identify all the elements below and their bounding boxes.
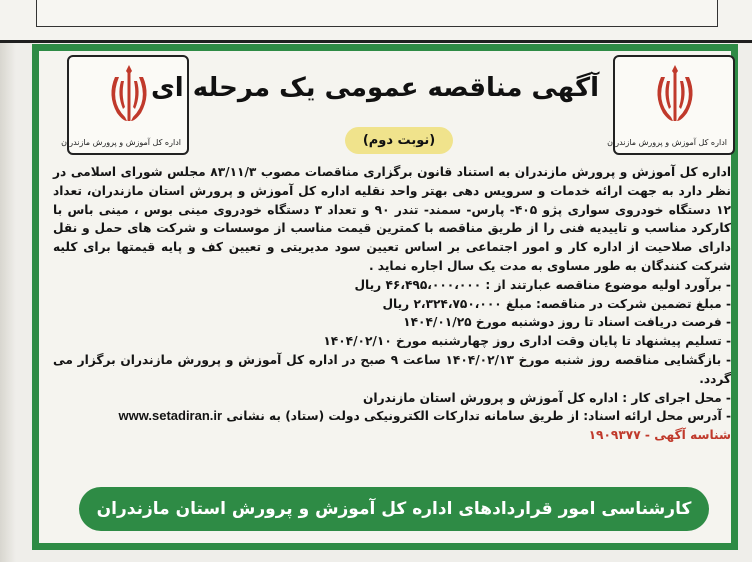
previous-ad-box [36,0,718,27]
list-item: - برآورد اولیه موضوع مناقصه عبارتند از : ۴۶،۴۹۵،۰۰۰،۰۰۰ ریال [354,277,731,292]
tender-ad-frame [32,44,738,550]
emblem-caption-right: اداره کل آموزش و پرورش مازندران [607,138,727,147]
list-item: - بازگشایی مناقصه روز شنبه مورخ ۱۴۰۴/۰۲/۱۳ ساعت ۹ صبح در اداره کل آموزش و پرورش مازندران برگزار می گردد. [53,352,732,386]
list-item: - مبلغ تضمین شرکت در مناقصه: مبلغ ۲،۳۲۴،۷۵۰،۰۰۰ ریال [382,296,731,311]
intro-paragraph: اداره کل آموزش و پرورش مازندران به استناد قانون برگزاری مناقصات مصوب ۸۳/۱۱/۳ مجلس شورای اسلامی در نظر دارد به جهت ارائه خدمات و سرویس دهی بهتر واحد نقلیه اداره کل آموزش و پرورش استان مازندران، تعداد ۱۲ دستگاه خودروی سواری پژو ۴۰۵- پارس- سمند- تندر ۹۰ و تعداد ۳ دستگاه خودروی مینی بوس ، مینی باس با کارکرد مناسب و تاییدیه فنی را از طریق مناقصه با کمترین قیمت مناسب از موسسات و شرکت های حمل و نقل دارای صلاحیت از اداره کار و امور اجتماعی بر اساس تعیین سود مدیریتی و تعیین کف و پایه قیمتها برای کلیه شرکت کنندگان به طور مساوی به مدت یک سال اجاره نماید . [53,165,731,273]
footer-band: کارشناسی امور قراردادهای اداره کل آموزش و پرورش استان مازندران [79,487,709,531]
ad-title: آگهی مناقصه عمومی یک مرحله ای [150,73,599,103]
iran-emblem-icon [651,63,699,129]
list-item: - تسلیم پیشنهاد تا پایان وقت اداری روز چهارشنبه مورخ ۱۴۰۴/۰۲/۱۰ [323,334,731,349]
ad-id: شناسه آگهی - ۱۹۰۹۳۷۷ [588,428,731,443]
emblem-box-left [61,55,189,155]
address-label: - آدرس محل ارائه اسناد: از طریق سامانه تدارکات الکترونیکی دولت (ستاد) به نشانی [226,409,731,424]
round-badge: (نوبت دوم) [345,127,453,154]
emblem-caption-left: اداره کل آموزش و پرورش مازندران [61,138,181,147]
list-item: - فرصت دریافت اسناد تا روز دوشنبه مورخ ۱۴۰۴/۰۱/۲۵ [403,315,731,330]
ad-body [53,163,731,445]
website-link[interactable]: www.setadiran.ir [118,408,223,424]
tender-details-list [53,276,731,445]
page-fold-shadow [0,40,16,562]
address-item [53,407,731,426]
emblem-box-right [607,55,735,155]
previous-ad-strip [0,0,752,43]
iran-emblem-icon [105,63,153,129]
list-item: - محل اجرای کار : اداره کل آموزش و پرورش استان مازندران [363,390,731,405]
